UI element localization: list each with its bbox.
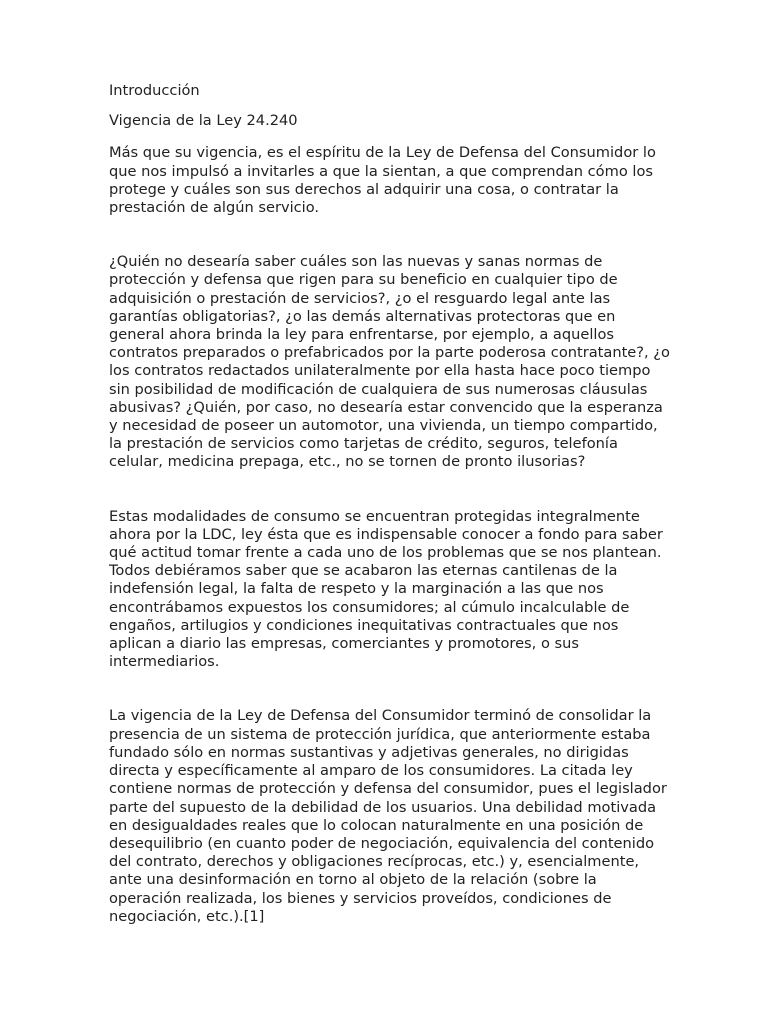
- spacer: [109, 217, 678, 253]
- spacer: [109, 100, 678, 112]
- paragraph-questions: ¿Quién no desearía saber cuáles son las nuevas y sanas normas de protección y defensa que rigen para su beneficio en cualquier tipo de adquisición o prestación de servicios?, ¿o el resguardo legal ante las garantías obligatorias?, ¿o las demás alternativas protectoras que en general ahora brinda la ley para enfrentarse, por ejemplo, a aquellos contratos preparados o prefabricados por la parte poderosa contratante?, ¿o los contratos redactados unilateralmente por ella hasta hace poco tiempo sin posibilidad de modificación de cualquiera de sus numerosas cláusulas abusivas? ¿Quién, por caso, no desearía estar convencido que la esperanza y necesidad de poseer un automotor, una vivienda, un tiempo compartido, la prestación de servicios como tarjetas de crédito, seguros, telefonía celular, medicina prepaga, etc., no se tornen de pronto ilusorias?: [109, 253, 670, 471]
- paragraph-intro: Más que su vigencia, es el espíritu de la Ley de Defensa del Consumidor lo que nos impulsó a invitarles a que la sientan, a que comprendan cómo los protege y cuáles son sus derechos al adquirir una cosa, o contratar la prestación de algún servicio.: [109, 144, 656, 217]
- document-subheading: Vigencia de la Ley 24.240: [109, 112, 298, 130]
- spacer: [109, 130, 678, 144]
- spacer: [109, 472, 678, 508]
- document-heading: Introducción: [109, 82, 200, 99]
- paragraph-law-consolidation: La vigencia de la Ley de Defensa del Consumidor terminó de consolidar la presencia de un sistema de protección jurídica, que anteriormente estaba fundado sólo en normas sustantivas y adjetivas generales, no dirigidas directa y específicamente al amparo de los consumidores. La citada ley contiene normas de protección y defensa del consumidor, pues el legislador parte del supuesto de la debilidad de los usuarios. Una debilidad motivada en desigualdades reales que lo colocan naturalmente en una posición de desequilibrio (en cuanto poder de negociación, equivalencia del contenido del contrato, derechos y obligaciones recíprocas, etc.) y, esencialmente, ante una desinformación en torno al objeto de la relación (sobre la operación realizada, los bienes y servicios proveídos, condiciones de negociación, etc.).[1]: [109, 707, 667, 925]
- paragraph-modalities: Estas modalidades de consumo se encuentran protegidas integralmente ahora por la LDC, ley ésta que es indispensable conocer a fondo para saber qué actitud tomar frente a cada uno de los problemas que se nos plantean. Todos debiéramos saber que se acabaron las eternas cantilenas de la indefensión legal, la falta de respeto y la marginación a las que nos encontrábamos expuestos los consumidores; al cúmulo incalculable de engaños, artilugios y condiciones inequitativas contractuales que nos aplican a diario las empresas, comerciantes y promotores, o sus intermediarios.: [109, 507, 663, 671]
- spacer: [109, 671, 678, 707]
